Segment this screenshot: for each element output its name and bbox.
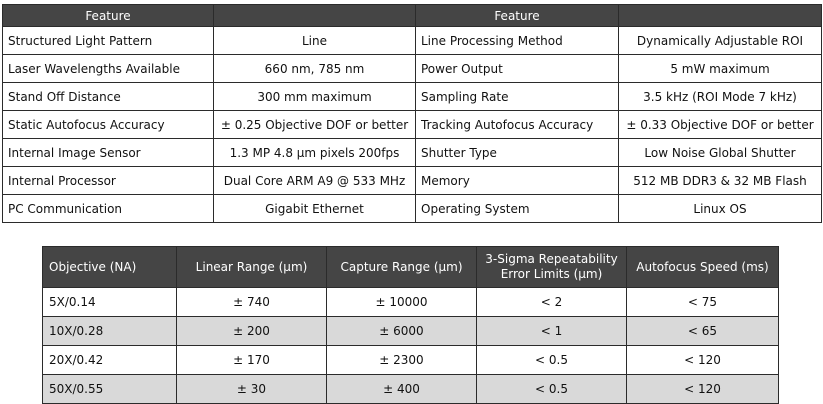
spec-header-feature: Feature — [3, 5, 214, 27]
objective-value-cell: ± 10000 — [327, 288, 477, 317]
spec-feature-cell: Power Output — [416, 55, 619, 83]
objective-name-cell: 20X/0.42 — [43, 346, 177, 375]
objective-header-cell: Capture Range (µm) — [327, 247, 477, 288]
spec-row — [3, 195, 822, 223]
spec-row — [3, 83, 822, 111]
objective-performance-table — [42, 246, 779, 404]
spec-row — [3, 111, 822, 139]
spec-row — [3, 139, 822, 167]
spec-value-cell: 660 nm, 785 nm — [214, 55, 416, 83]
spec-value-cell: ± 0.25 Objective DOF or better — [214, 111, 416, 139]
objective-row — [43, 346, 779, 375]
objective-name-cell: 10X/0.28 — [43, 317, 177, 346]
spec-header-row — [3, 5, 822, 27]
objective-value-cell: ± 2300 — [327, 346, 477, 375]
objective-header-row — [43, 247, 779, 288]
spec-row — [3, 167, 822, 195]
spec-feature-cell: Operating System — [416, 195, 619, 223]
spec-value-cell: Gigabit Ethernet — [214, 195, 416, 223]
objective-name-cell: 5X/0.14 — [43, 288, 177, 317]
objective-header-cell: Linear Range (µm) — [177, 247, 327, 288]
spec-row — [3, 27, 822, 55]
specifications-table — [2, 4, 822, 223]
spec-value-cell: 300 mm maximum — [214, 83, 416, 111]
objective-header-cell: Objective (NA) — [43, 247, 177, 288]
spec-feature-cell: Laser Wavelengths Available — [3, 55, 214, 83]
spec-row — [3, 55, 822, 83]
spec-feature-cell: Internal Image Sensor — [3, 139, 214, 167]
spec-header-value — [619, 5, 822, 27]
objective-header-cell: 3-Sigma Repeatability Error Limits (µm) — [477, 247, 627, 288]
objective-value-cell: ± 740 — [177, 288, 327, 317]
objective-value-cell: < 75 — [627, 288, 779, 317]
spec-feature-cell: Shutter Type — [416, 139, 619, 167]
objective-value-cell: < 0.5 — [477, 375, 627, 404]
spec-value-cell: ± 0.33 Objective DOF or better — [619, 111, 822, 139]
objective-value-cell: ± 6000 — [327, 317, 477, 346]
objective-value-cell: < 120 — [627, 346, 779, 375]
objective-row — [43, 375, 779, 404]
objective-value-cell: ± 170 — [177, 346, 327, 375]
objective-value-cell: ± 400 — [327, 375, 477, 404]
spec-feature-cell: Internal Processor — [3, 167, 214, 195]
objective-value-cell: < 1 — [477, 317, 627, 346]
spec-value-cell: 3.5 kHz (ROI Mode 7 kHz) — [619, 83, 822, 111]
objective-header-cell: Autofocus Speed (ms) — [627, 247, 779, 288]
objective-value-cell: < 2 — [477, 288, 627, 317]
spec-value-cell: 512 MB DDR3 & 32 MB Flash — [619, 167, 822, 195]
spec-feature-cell: Stand Off Distance — [3, 83, 214, 111]
objective-value-cell: < 0.5 — [477, 346, 627, 375]
spec-feature-cell: Line Processing Method — [416, 27, 619, 55]
objective-value-cell: ± 200 — [177, 317, 327, 346]
spec-value-cell: Low Noise Global Shutter — [619, 139, 822, 167]
objective-name-cell: 50X/0.55 — [43, 375, 177, 404]
spec-feature-cell: Memory — [416, 167, 619, 195]
spec-value-cell: 5 mW maximum — [619, 55, 822, 83]
spec-header-feature: Feature — [416, 5, 619, 27]
spec-value-cell: Dynamically Adjustable ROI — [619, 27, 822, 55]
objective-value-cell: ± 30 — [177, 375, 327, 404]
spec-value-cell: Dual Core ARM A9 @ 533 MHz — [214, 167, 416, 195]
spec-feature-cell: Sampling Rate — [416, 83, 619, 111]
spec-feature-cell: Static Autofocus Accuracy — [3, 111, 214, 139]
objective-value-cell: < 65 — [627, 317, 779, 346]
spec-feature-cell: Tracking Autofocus Accuracy — [416, 111, 619, 139]
spec-header-value — [214, 5, 416, 27]
spec-value-cell: Linux OS — [619, 195, 822, 223]
spec-value-cell: Line — [214, 27, 416, 55]
spec-value-cell: 1.3 MP 4.8 µm pixels 200fps — [214, 139, 416, 167]
objective-row — [43, 317, 779, 346]
spec-feature-cell: PC Communication — [3, 195, 214, 223]
spec-feature-cell: Structured Light Pattern — [3, 27, 214, 55]
objective-row — [43, 288, 779, 317]
objective-value-cell: < 120 — [627, 375, 779, 404]
